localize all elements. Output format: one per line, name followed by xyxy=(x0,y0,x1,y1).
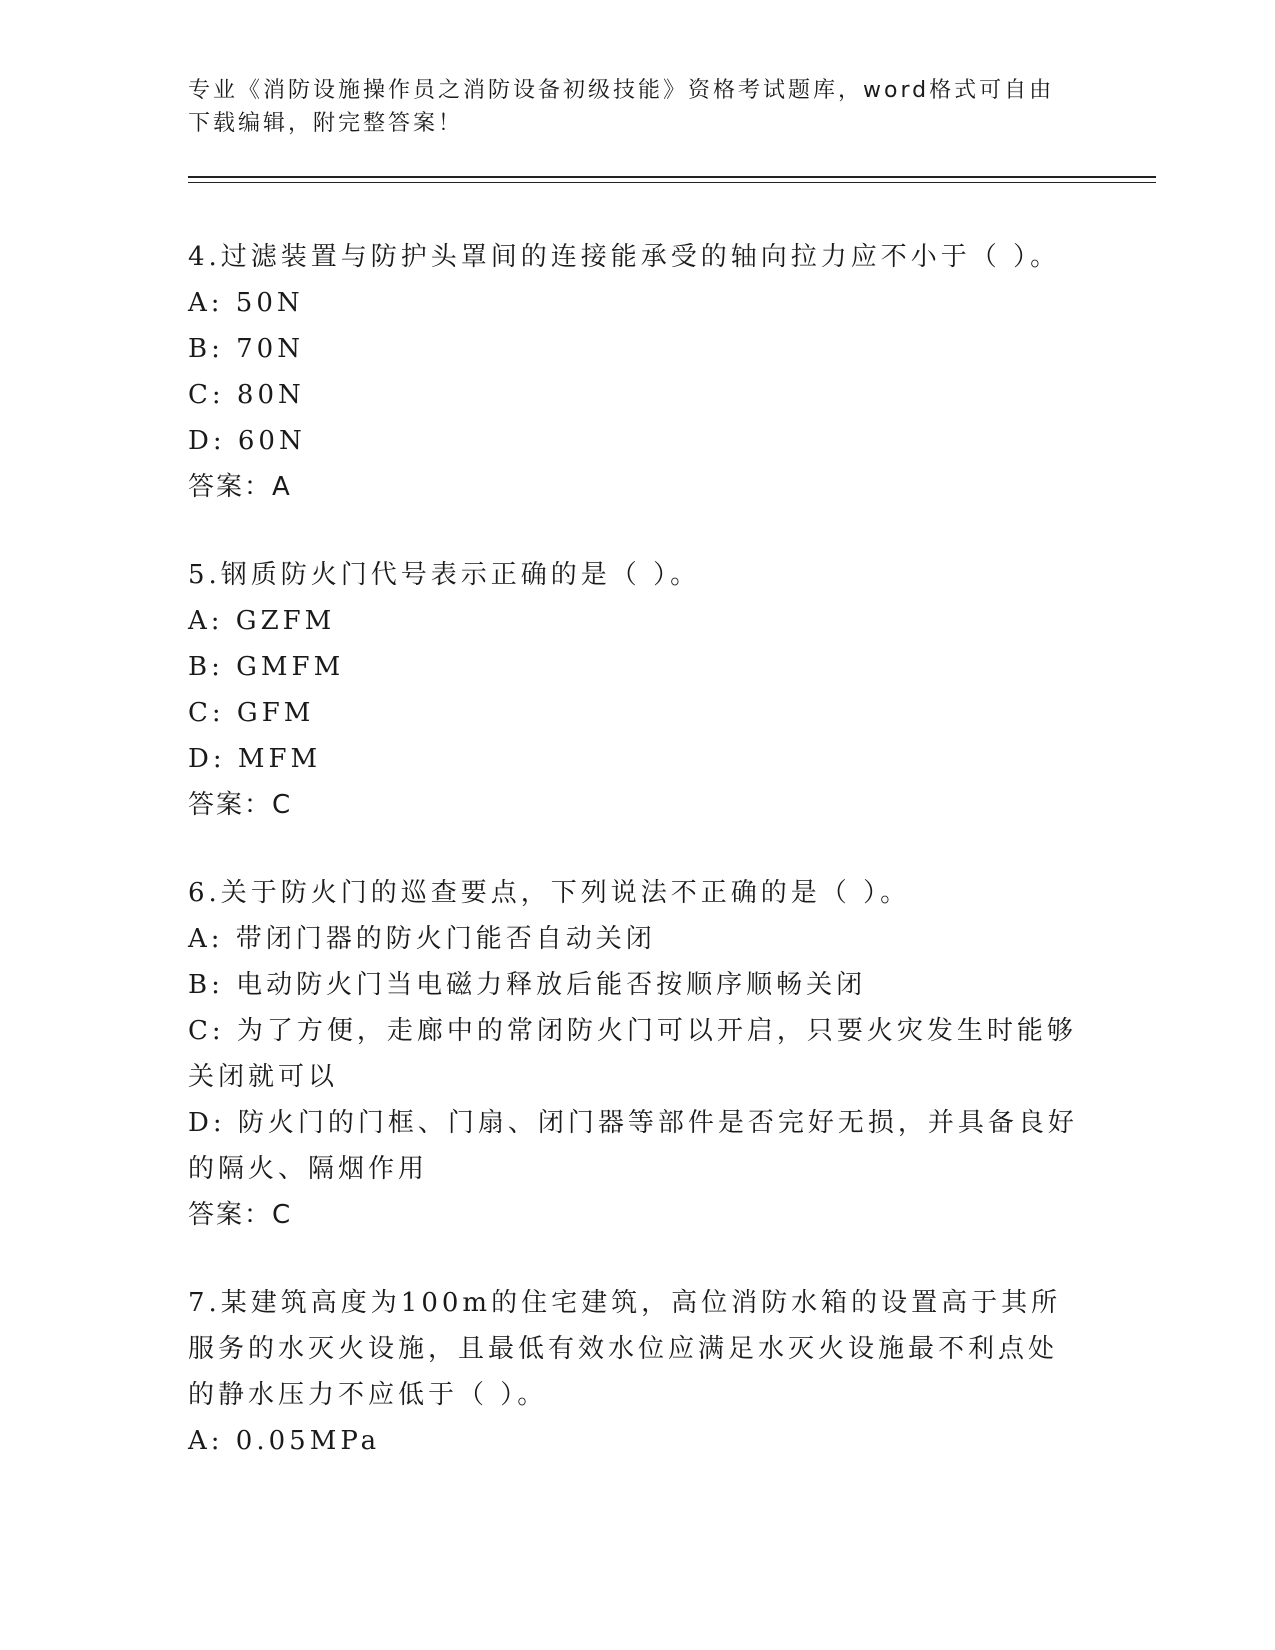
option-a: A: 带闭门器的防火门能否自动关闭 xyxy=(188,924,656,954)
option-a: A: GZFM xyxy=(188,606,336,636)
question-6 xyxy=(188,870,1088,1238)
option-d: D: 60N xyxy=(188,426,306,456)
question-text: 6.关于防火门的巡查要点，下列说法不正确的是（ ）。 xyxy=(188,878,911,908)
option-c: C: GFM xyxy=(188,698,315,728)
question-text: 4.过滤装置与防护头罩间的连接能承受的轴向拉力应不小于（ ）。 xyxy=(188,242,1061,272)
header-rule-thick xyxy=(188,176,1156,178)
question-text: 5.钢质防火门代号表示正确的是（ ）。 xyxy=(188,560,701,590)
answer-line: 答案：C xyxy=(188,1200,293,1230)
header-rule-thin xyxy=(188,182,1156,183)
question-4 xyxy=(188,234,1088,510)
option-b: B: 70N xyxy=(188,334,304,364)
answer-line: 答案：C xyxy=(188,790,293,820)
option-c: C: 为了方便，走廊中的常闭防火门可以开启，只要火灾发生时能够关闭就可以 xyxy=(188,1016,1077,1092)
question-text: 7.某建筑高度为100m的住宅建筑，高位消防水箱的设置高于其所服务的水灭火设施，且最低有效水位应满足水灭火设施最不利点处的静水压力不应低于（ ）。 xyxy=(188,1288,1062,1410)
option-b: B: GMFM xyxy=(188,652,345,682)
document-header: 专业《消防设施操作员之消防设备初级技能》资格考试题库，word格式可自由下载编辑，附完整答案！ xyxy=(188,78,1055,136)
option-d: D: 防火门的门框、门扇、闭门器等部件是否完好无损，并具备良好的隔火、隔烟作用 xyxy=(188,1108,1078,1184)
question-list xyxy=(188,234,1088,1506)
option-a: A: 50N xyxy=(188,288,304,318)
option-d: D: MFM xyxy=(188,744,322,774)
option-b: B: 电动防火门当电磁力释放后能否按顺序顺畅关闭 xyxy=(188,970,867,1000)
option-a: A: 0.05MPa xyxy=(188,1426,381,1456)
answer-line: 答案：A xyxy=(188,472,292,502)
option-c: C: 80N xyxy=(188,380,305,410)
question-5 xyxy=(188,552,1088,828)
question-7 xyxy=(188,1280,1088,1464)
